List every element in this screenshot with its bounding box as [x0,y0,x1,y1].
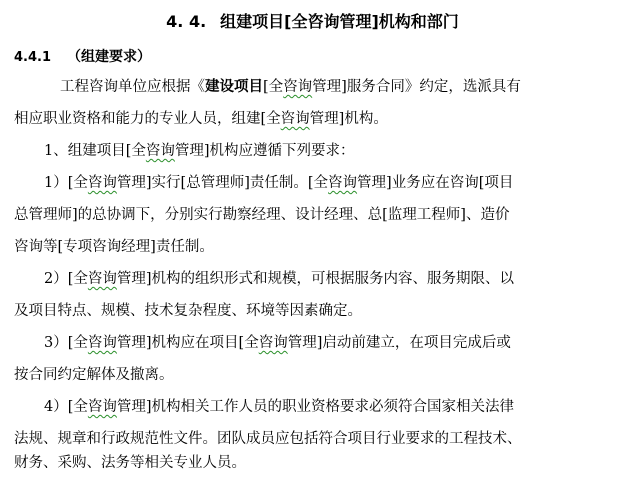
text-run: 3）[全 [44,335,88,351]
spellcheck-underlined-text: 咨询 [145,143,175,159]
paragraph-line [44,171,513,195]
section-number: 4. 4. [166,12,207,31]
paragraph-line [44,395,514,419]
spellcheck-underlined-text: 咨询 [283,79,313,95]
text-run: 1、组建项目[全 [44,143,146,159]
text-run: 工程咨询单位应根据《 [60,79,205,95]
paragraph-line [14,451,246,475]
text-run: 总管理师]的总协调下，分别实行勘察经理、设计经理、总[监理工程师]、造价 [14,207,510,223]
spellcheck-underlined-text: 咨询 [328,175,358,191]
spellcheck-underlined-text: 咨询 [87,271,117,287]
text-run: 管理]机构应在项目[全 [116,335,259,351]
text-run: 财务、采购、法务等相关专业人员。 [14,455,246,471]
text-run: 4）[全 [44,399,88,415]
spellcheck-underlined-text: 咨询 [87,399,117,415]
list-item-heading [44,139,355,163]
text-run: 按合同约定解体及撤离。 [14,367,174,383]
text-run: 管理]实行[总管理师]责任制。[全 [116,175,329,191]
spellcheck-underlined-text: 咨询 [87,335,117,351]
section-heading [0,10,625,34]
paragraph-line [14,235,214,259]
spellcheck-underlined-text: 咨询 [87,175,117,191]
bold-text-run: 建设项目 [205,78,263,95]
paragraph-line [14,427,522,451]
paragraph-line [14,363,174,387]
text-run: 管理]机构应遵循下列要求： [174,143,355,159]
subsection-number: 4.4.1 [14,50,52,65]
text-run: 管理]机构的组织形式和规模，可根据服务内容、服务期限、以 [116,271,515,287]
subsection-title-text: （组建要求） [67,49,152,65]
paragraph-line [14,299,362,323]
text-run: 及项目特点、规模、技术复杂程度、环境等因素确定。 [14,303,362,319]
paragraph-line [44,331,511,355]
text-run: [全 [263,79,284,95]
paragraph-line [60,75,521,99]
text-run: 相应职业资格和能力的专业人员，组建[全 [14,111,281,127]
paragraph-line [44,267,514,291]
text-run: 2）[全 [44,271,88,287]
text-run: 管理]服务合同》约定，选派具有 [312,79,521,95]
text-run: 管理]机构。 [309,111,388,127]
text-run: 管理]业务应在咨询[项目 [357,175,514,191]
text-run: 咨询等[专项咨询经理]责任制。 [14,239,214,255]
spellcheck-underlined-text: 咨询 [280,111,310,127]
subsection-heading [14,46,151,69]
paragraph-line [14,203,509,227]
paragraph-line [14,107,388,131]
text-run: 管理]启动前建立，在项目完成后或 [287,335,511,351]
text-run: 管理]机构相关工作人员的职业资格要求必须符合国家相关法律 [116,399,515,415]
spellcheck-underlined-text: 咨询 [258,335,288,351]
section-title-text: 组建项目[全咨询管理]机构和部门 [220,12,459,31]
text-run: 1）[全 [44,175,88,191]
text-run: 法规、规章和行政规范性文件。团队成员应包括符合项目行业要求的工程技术、 [14,431,522,447]
